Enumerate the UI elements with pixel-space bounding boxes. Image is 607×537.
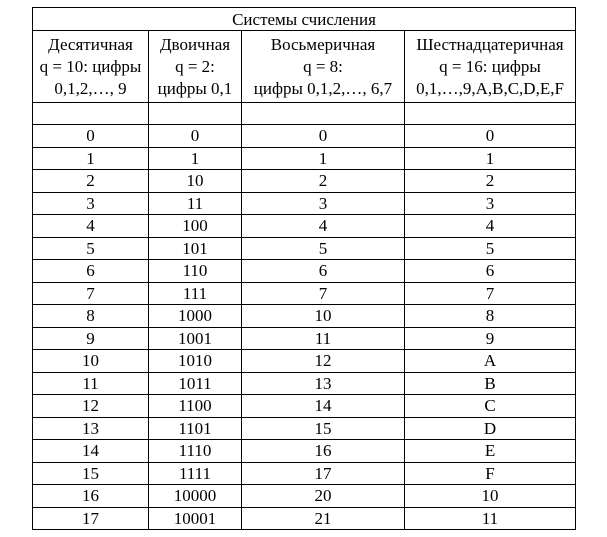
number-systems-table — [32, 7, 576, 530]
table-row — [33, 305, 576, 328]
blank-cell — [405, 103, 576, 125]
table-row — [33, 350, 576, 373]
cell-hex: 1 — [405, 147, 576, 170]
cell-decimal: 9 — [33, 327, 149, 350]
blank-cell — [149, 103, 242, 125]
cell-binary: 101 — [149, 237, 242, 260]
header-binary — [149, 31, 242, 103]
table-row — [33, 485, 576, 508]
table-row — [33, 192, 576, 215]
cell-binary: 10001 — [149, 507, 242, 530]
cell-hex: 9 — [405, 327, 576, 350]
cell-decimal: 13 — [33, 417, 149, 440]
cell-decimal: 7 — [33, 282, 149, 305]
cell-octal: 15 — [242, 417, 405, 440]
cell-decimal: 16 — [33, 485, 149, 508]
cell-hex: A — [405, 350, 576, 373]
cell-octal: 3 — [242, 192, 405, 215]
cell-binary: 111 — [149, 282, 242, 305]
cell-binary: 1000 — [149, 305, 242, 328]
cell-hex: E — [405, 440, 576, 463]
table-row — [33, 327, 576, 350]
cell-hex: 6 — [405, 260, 576, 283]
cell-binary: 1011 — [149, 372, 242, 395]
table-row — [33, 395, 576, 418]
header-decimal-name: Десятичная — [48, 35, 133, 54]
cell-binary: 10000 — [149, 485, 242, 508]
cell-hex: 10 — [405, 485, 576, 508]
cell-octal: 13 — [242, 372, 405, 395]
header-octal-name: Восьмеричная — [270, 35, 376, 54]
blank-cell — [33, 103, 149, 125]
header-octal-digits: цифры 0,1,2,…, 6,7 — [253, 79, 393, 98]
cell-decimal: 2 — [33, 170, 149, 193]
cell-binary: 1010 — [149, 350, 242, 373]
cell-decimal: 17 — [33, 507, 149, 530]
table-row — [33, 215, 576, 238]
cell-hex: 11 — [405, 507, 576, 530]
cell-hex: 4 — [405, 215, 576, 238]
table-row — [33, 125, 576, 148]
header-hex — [405, 31, 576, 103]
cell-binary: 11 — [149, 192, 242, 215]
header-decimal-base: q = 10: цифры — [39, 57, 142, 76]
cell-decimal: 8 — [33, 305, 149, 328]
cell-decimal: 0 — [33, 125, 149, 148]
cell-binary: 1101 — [149, 417, 242, 440]
cell-octal: 10 — [242, 305, 405, 328]
header-decimal — [33, 31, 149, 103]
cell-decimal: 6 — [33, 260, 149, 283]
cell-decimal: 10 — [33, 350, 149, 373]
blank-row — [33, 103, 576, 125]
table-row — [33, 372, 576, 395]
table-row — [33, 170, 576, 193]
header-binary-base: q = 2: — [175, 57, 215, 76]
table-title-row — [33, 8, 576, 31]
cell-octal: 4 — [242, 215, 405, 238]
table-row — [33, 237, 576, 260]
cell-octal: 21 — [242, 507, 405, 530]
cell-hex: 0 — [405, 125, 576, 148]
cell-octal: 14 — [242, 395, 405, 418]
header-hex-base: q = 16: цифры — [439, 57, 541, 76]
cell-decimal: 5 — [33, 237, 149, 260]
cell-octal: 7 — [242, 282, 405, 305]
cell-octal: 12 — [242, 350, 405, 373]
cell-hex: D — [405, 417, 576, 440]
cell-octal: 11 — [242, 327, 405, 350]
header-binary-digits: цифры 0,1 — [157, 79, 233, 98]
cell-octal: 2 — [242, 170, 405, 193]
cell-binary: 1100 — [149, 395, 242, 418]
cell-hex: 7 — [405, 282, 576, 305]
cell-binary: 110 — [149, 260, 242, 283]
header-hex-digits: 0,1,…,9,A,B,C,D,E,F — [416, 79, 564, 98]
cell-hex: B — [405, 372, 576, 395]
cell-octal: 6 — [242, 260, 405, 283]
cell-binary: 1001 — [149, 327, 242, 350]
cell-octal: 17 — [242, 462, 405, 485]
cell-octal: 5 — [242, 237, 405, 260]
cell-hex: 5 — [405, 237, 576, 260]
cell-binary: 100 — [149, 215, 242, 238]
cell-hex: 8 — [405, 305, 576, 328]
table-row — [33, 462, 576, 485]
table-header-row — [33, 31, 576, 103]
table-row — [33, 440, 576, 463]
table-row — [33, 282, 576, 305]
blank-cell — [242, 103, 405, 125]
header-decimal-digits: 0,1,2,…, 9 — [54, 79, 127, 98]
cell-decimal: 15 — [33, 462, 149, 485]
table-row — [33, 417, 576, 440]
cell-decimal: 1 — [33, 147, 149, 170]
cell-decimal: 3 — [33, 192, 149, 215]
header-binary-name: Двоичная — [159, 35, 231, 54]
cell-octal: 0 — [242, 125, 405, 148]
cell-hex: F — [405, 462, 576, 485]
cell-decimal: 11 — [33, 372, 149, 395]
cell-hex: 3 — [405, 192, 576, 215]
header-octal — [242, 31, 405, 103]
cell-octal: 16 — [242, 440, 405, 463]
cell-decimal: 14 — [33, 440, 149, 463]
cell-hex: C — [405, 395, 576, 418]
header-hex-name: Шестнадцатеричная — [416, 35, 564, 54]
table-row — [33, 147, 576, 170]
header-octal-base: q = 8: — [303, 57, 343, 76]
cell-octal: 20 — [242, 485, 405, 508]
table-title: Системы счисления — [33, 8, 576, 31]
cell-octal: 1 — [242, 147, 405, 170]
cell-binary: 10 — [149, 170, 242, 193]
cell-decimal: 4 — [33, 215, 149, 238]
cell-binary: 1111 — [149, 462, 242, 485]
cell-binary: 0 — [149, 125, 242, 148]
cell-hex: 2 — [405, 170, 576, 193]
table-row — [33, 507, 576, 530]
table-row — [33, 260, 576, 283]
cell-binary: 1110 — [149, 440, 242, 463]
cell-decimal: 12 — [33, 395, 149, 418]
cell-binary: 1 — [149, 147, 242, 170]
